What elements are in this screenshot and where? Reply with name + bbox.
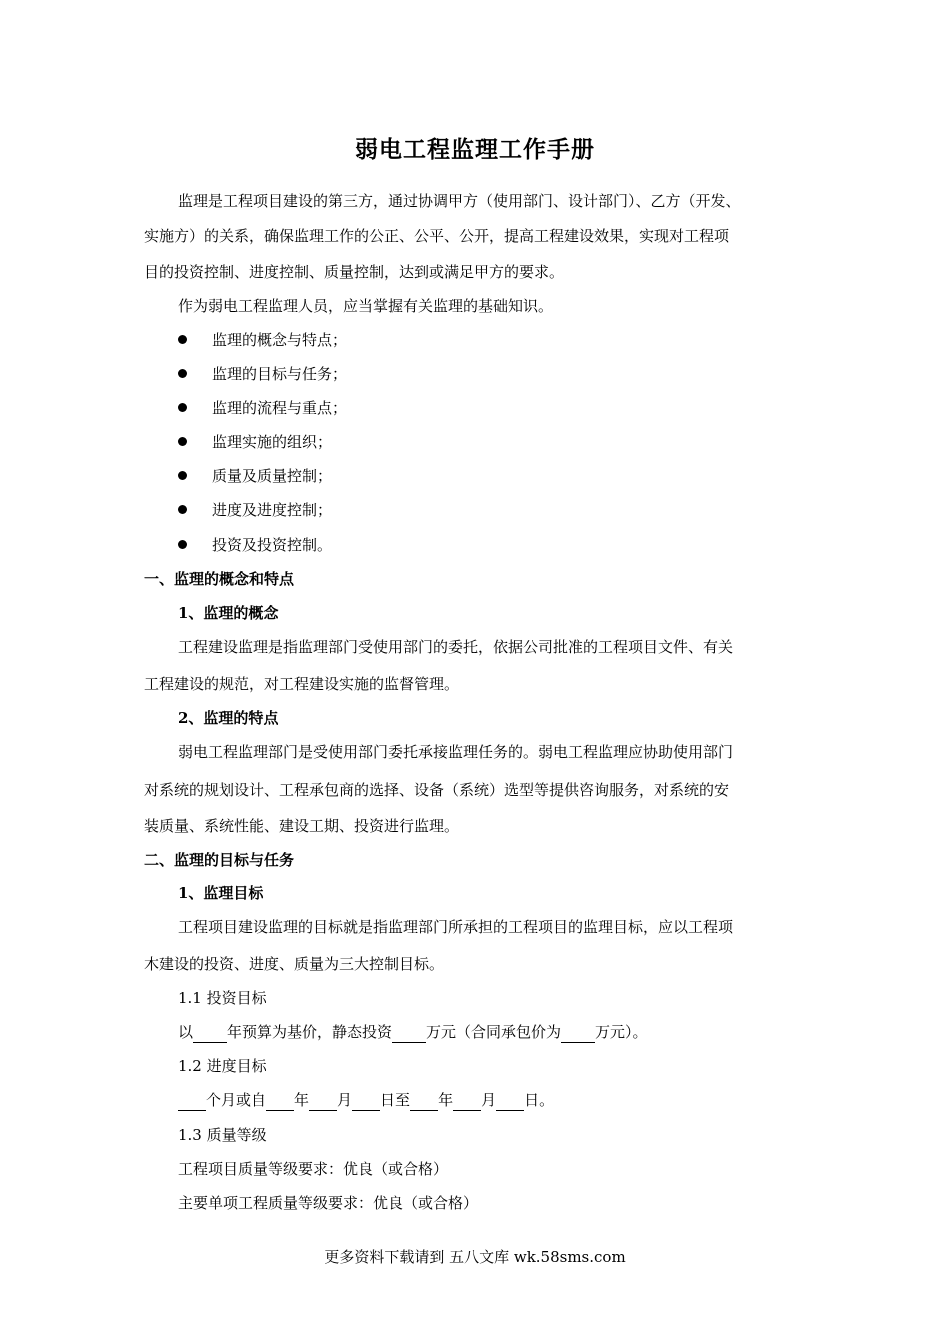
- bullet-dot-icon: [178, 540, 187, 549]
- list-item: 监理的目标与任务；: [212, 365, 348, 383]
- intro-line-2: 实施方）的关系，确保监理工作的公正、公平、公开，提高工程建设效果，实现对工程项: [144, 227, 730, 245]
- list-item: 监理的流程与重点；: [212, 399, 348, 417]
- fill-blank: [496, 1093, 524, 1111]
- fill-blank: [309, 1093, 337, 1111]
- invest-heading: 1.1 投资目标: [178, 989, 267, 1007]
- section-1-1-heading: 1、监理的概念: [178, 604, 279, 622]
- bullet-dot-icon: [178, 335, 187, 344]
- section-1-2-body-2: 对系统的规划设计、工程承包商的选择、设备（系统）选型等提供咨询服务，对系统的安: [144, 781, 730, 799]
- fill-blank: [352, 1093, 380, 1111]
- footer-note: 更多资料下载请到 五八文库 wk.58sms.com: [324, 1248, 626, 1266]
- list-item: 监理的概念与特点；: [212, 331, 348, 349]
- document-title: 弱电工程监理工作手册: [355, 136, 595, 163]
- section-1-heading: 一、监理的概念和特点: [144, 570, 295, 588]
- fill-blank: [453, 1093, 481, 1111]
- intro-line-1: 监理是工程项目建设的第三方，通过协调甲方（使用部门、设计部门）、乙方（开发、: [178, 192, 741, 210]
- bullet-dot-icon: [178, 505, 187, 514]
- section-1-1-body-1: 工程建设监理是指监理部门受使用部门的委托，依据公司批准的工程项目文件、有关: [178, 638, 734, 656]
- list-item: 进度及进度控制；: [212, 501, 333, 519]
- list-item: 质量及质量控制；: [212, 467, 333, 485]
- fill-blank: [193, 1025, 227, 1043]
- progress-heading: 1.2 进度目标: [178, 1057, 267, 1075]
- section-2-1-body-1: 工程项目建设监理的目标就是指监理部门所承担的工程项目的监理目标，应以工程项: [178, 918, 734, 936]
- bullet-dot-icon: [178, 403, 187, 412]
- quality-line-1: 工程项目质量等级要求：优良（或合格）: [178, 1160, 449, 1178]
- quality-line-2: 主要单项工程质量等级要求：优良（或合格）: [178, 1194, 479, 1212]
- list-item: 监理实施的组织；: [212, 433, 333, 451]
- section-1-2-heading: 2、监理的特点: [178, 709, 279, 727]
- basics-lead: 作为弱电工程监理人员，应当掌握有关监理的基础知识。: [178, 297, 554, 315]
- section-2-1-body-2: 木建设的投资、进度、质量为三大控制目标。: [144, 955, 445, 973]
- list-item: 投资及投资控制。: [212, 536, 333, 554]
- fill-blank: [561, 1025, 595, 1043]
- bullet-dot-icon: [178, 437, 187, 446]
- section-2-heading: 二、监理的目标与任务: [144, 851, 295, 869]
- section-1-2-body-3: 装质量、系统性能、建设工期、投资进行监理。: [144, 817, 460, 835]
- section-1-2-body-1: 弱电工程监理部门是受使用部门委托承接监理任务的。弱电工程监理应协助使用部门: [178, 743, 734, 761]
- section-1-1-body-2: 工程建设的规范，对工程建设实施的监督管理。: [144, 675, 460, 693]
- progress-line: 个月或自 年 月 日至 年 月 日。: [178, 1089, 554, 1111]
- fill-blank: [410, 1093, 438, 1111]
- quality-heading: 1.3 质量等级: [178, 1126, 267, 1144]
- fill-blank: [392, 1025, 426, 1043]
- section-2-1-heading: 1、监理目标: [178, 884, 264, 902]
- fill-blank: [266, 1093, 294, 1111]
- bullet-dot-icon: [178, 471, 187, 480]
- invest-line: 以 年预算为基价，静态投资 万元（合同承包价为 万元）。: [178, 1023, 648, 1041]
- bullet-dot-icon: [178, 369, 187, 378]
- fill-blank: [178, 1093, 206, 1111]
- intro-line-3: 目的投资控制、进度控制、质量控制，达到或满足甲方的要求。: [144, 263, 565, 281]
